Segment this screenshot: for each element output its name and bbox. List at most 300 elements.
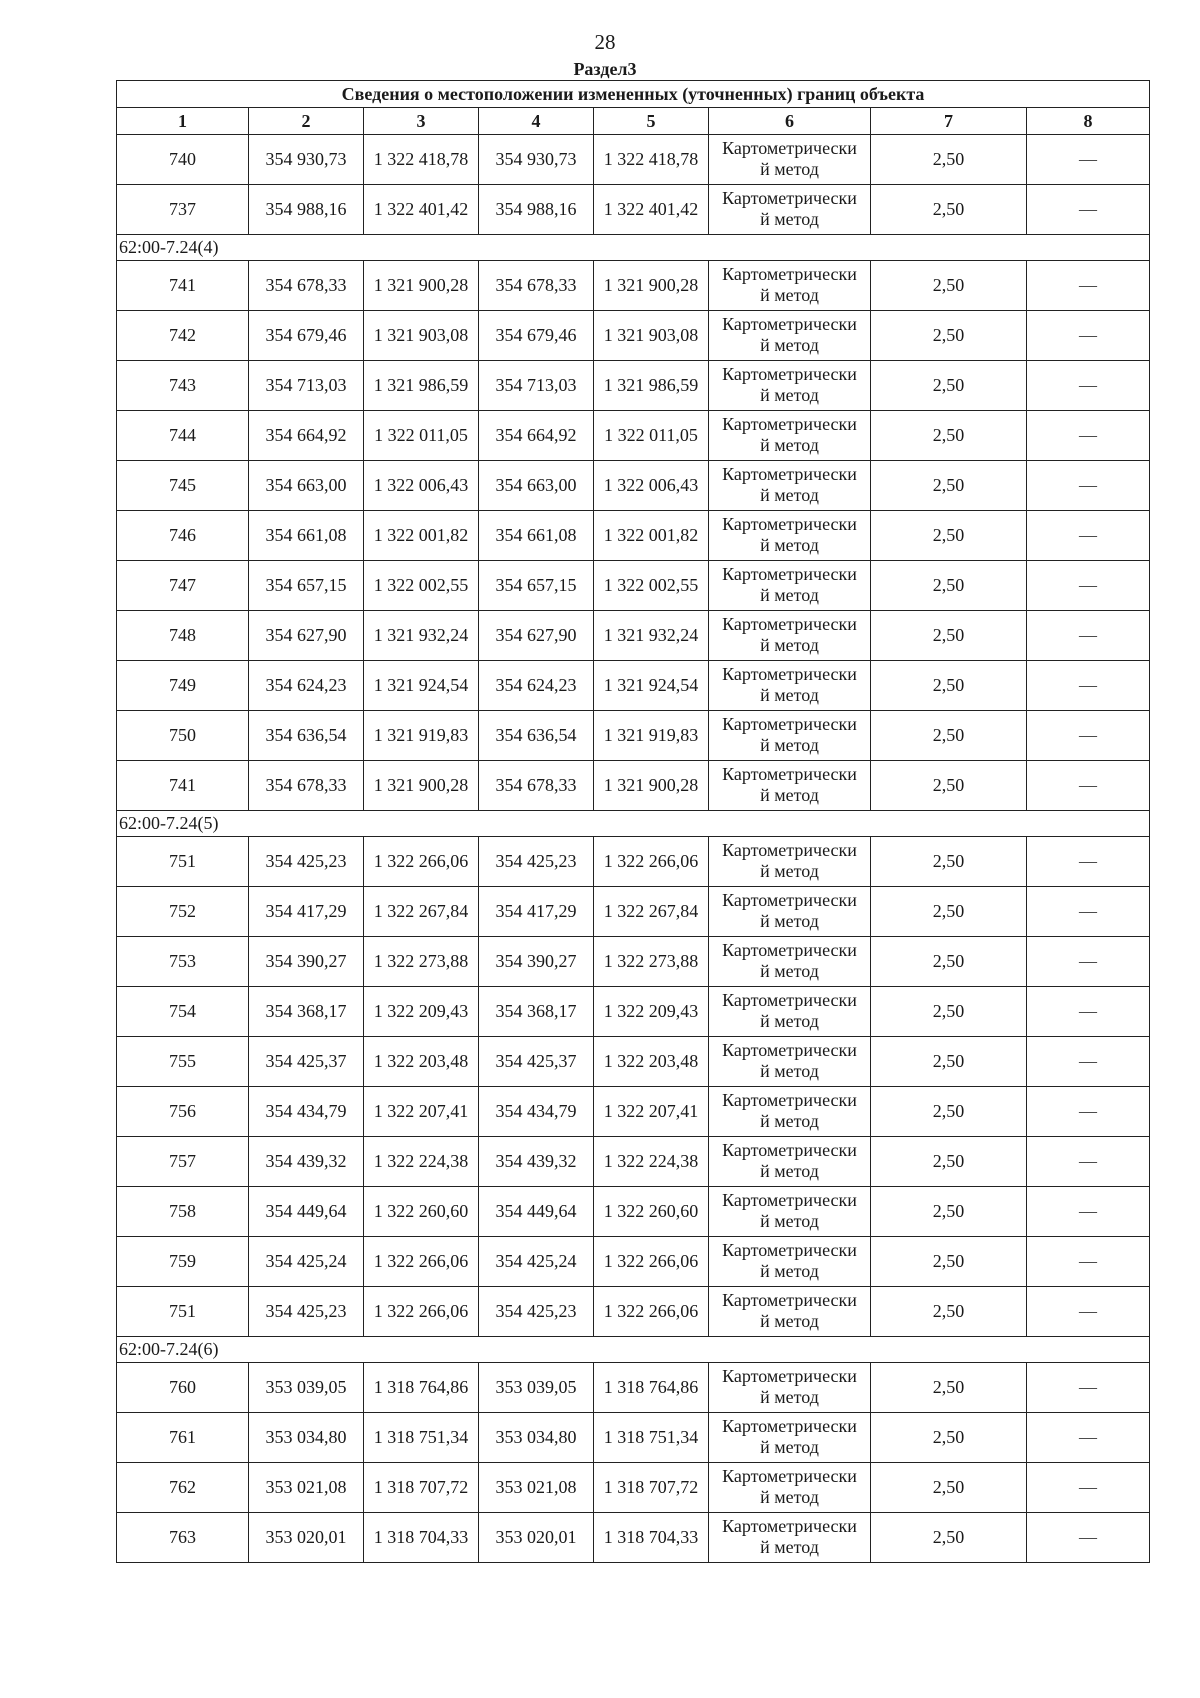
description-cell: — — [1027, 411, 1150, 461]
accuracy-cell: 2,50 — [871, 1187, 1027, 1237]
method-cell — [709, 135, 871, 185]
table-row — [117, 135, 1150, 185]
y-refined-cell: 1 321 900,28 — [594, 761, 709, 811]
method-text-line2: й метод — [760, 208, 819, 229]
x-existing-cell: 354 417,29 — [249, 887, 364, 937]
x-refined-cell: 354 434,79 — [479, 1087, 594, 1137]
method-cell — [709, 311, 871, 361]
table-row — [117, 937, 1150, 987]
y-existing-cell: 1 321 924,54 — [364, 661, 479, 711]
method-text-line2: й метод — [760, 334, 819, 355]
x-existing-cell: 353 021,08 — [249, 1463, 364, 1513]
y-refined-cell: 1 322 203,48 — [594, 1037, 709, 1087]
point-number-cell: 754 — [117, 987, 249, 1037]
accuracy-cell: 2,50 — [871, 511, 1027, 561]
method-cell — [709, 1413, 871, 1463]
x-refined-cell: 354 627,90 — [479, 611, 594, 661]
x-existing-cell: 353 020,01 — [249, 1513, 364, 1563]
contour-label: 62:00-7.24(6) — [117, 1337, 1150, 1363]
y-refined-cell: 1 321 919,83 — [594, 711, 709, 761]
method-cell — [709, 511, 871, 561]
column-header: 4 — [479, 108, 594, 135]
method-cell — [709, 1137, 871, 1187]
method-cell — [709, 837, 871, 887]
x-existing-cell: 354 425,23 — [249, 1287, 364, 1337]
point-number-cell: 762 — [117, 1463, 249, 1513]
description-cell: — — [1027, 1513, 1150, 1563]
method-cell — [709, 937, 871, 987]
method-text-line2: й метод — [760, 684, 819, 705]
y-existing-cell: 1 322 418,78 — [364, 135, 479, 185]
method-text-line1: Картометрически — [722, 1415, 857, 1436]
table-row — [117, 611, 1150, 661]
table-row — [117, 761, 1150, 811]
x-existing-cell: 354 425,24 — [249, 1237, 364, 1287]
accuracy-cell: 2,50 — [871, 185, 1027, 235]
y-refined-cell: 1 322 267,84 — [594, 887, 709, 937]
table-row — [117, 887, 1150, 937]
boundary-coordinates-table — [116, 80, 1150, 1563]
accuracy-cell: 2,50 — [871, 1037, 1027, 1087]
point-number-cell: 748 — [117, 611, 249, 661]
y-refined-cell: 1 322 224,38 — [594, 1137, 709, 1187]
point-number-cell: 759 — [117, 1237, 249, 1287]
method-text-line2: й метод — [760, 1010, 819, 1031]
y-refined-cell: 1 321 986,59 — [594, 361, 709, 411]
y-existing-cell: 1 321 900,28 — [364, 261, 479, 311]
description-cell: — — [1027, 261, 1150, 311]
method-text-line2: й метод — [760, 1260, 819, 1281]
method-text-line1: Картометрически — [722, 613, 857, 634]
table-row — [117, 1413, 1150, 1463]
method-text-line2: й метод — [760, 584, 819, 605]
table-row — [117, 261, 1150, 311]
description-cell: — — [1027, 661, 1150, 711]
method-text-line2: й метод — [760, 784, 819, 805]
description-cell: — — [1027, 887, 1150, 937]
x-refined-cell: 354 425,23 — [479, 1287, 594, 1337]
method-text-line1: Картометрически — [722, 463, 857, 484]
method-text-line2: й метод — [760, 1436, 819, 1457]
table-row — [117, 1363, 1150, 1413]
accuracy-cell: 2,50 — [871, 661, 1027, 711]
method-text-line2: й метод — [760, 384, 819, 405]
accuracy-cell: 2,50 — [871, 135, 1027, 185]
method-cell — [709, 561, 871, 611]
method-text-line2: й метод — [760, 1060, 819, 1081]
method-cell — [709, 661, 871, 711]
point-number-cell: 745 — [117, 461, 249, 511]
method-text-line1: Картометрически — [722, 763, 857, 784]
accuracy-cell: 2,50 — [871, 1237, 1027, 1287]
y-existing-cell: 1 322 273,88 — [364, 937, 479, 987]
column-header: 6 — [709, 108, 871, 135]
table-row — [117, 1137, 1150, 1187]
method-cell — [709, 611, 871, 661]
method-text-line1: Картометрически — [722, 713, 857, 734]
accuracy-cell: 2,50 — [871, 761, 1027, 811]
description-cell: — — [1027, 561, 1150, 611]
point-number-cell: 763 — [117, 1513, 249, 1563]
contour-label: 62:00-7.24(4) — [117, 235, 1150, 261]
y-existing-cell: 1 322 203,48 — [364, 1037, 479, 1087]
accuracy-cell: 2,50 — [871, 937, 1027, 987]
y-existing-cell: 1 318 707,72 — [364, 1463, 479, 1513]
method-text-line2: й метод — [760, 284, 819, 305]
y-existing-cell: 1 322 401,42 — [364, 185, 479, 235]
method-text-line2: й метод — [760, 484, 819, 505]
x-existing-cell: 354 627,90 — [249, 611, 364, 661]
column-header: 7 — [871, 108, 1027, 135]
y-refined-cell: 1 318 704,33 — [594, 1513, 709, 1563]
point-number-cell: 760 — [117, 1363, 249, 1413]
method-text-line2: й метод — [760, 434, 819, 455]
x-refined-cell: 354 930,73 — [479, 135, 594, 185]
method-cell — [709, 1513, 871, 1563]
table-row — [117, 185, 1150, 235]
y-refined-cell: 1 322 011,05 — [594, 411, 709, 461]
description-cell: — — [1027, 611, 1150, 661]
accuracy-cell: 2,50 — [871, 1463, 1027, 1513]
table-row — [117, 411, 1150, 461]
y-refined-cell: 1 322 006,43 — [594, 461, 709, 511]
y-refined-cell: 1 322 418,78 — [594, 135, 709, 185]
y-existing-cell: 1 322 001,82 — [364, 511, 479, 561]
y-existing-cell: 1 322 266,06 — [364, 1237, 479, 1287]
x-refined-cell: 354 636,54 — [479, 711, 594, 761]
y-existing-cell: 1 322 006,43 — [364, 461, 479, 511]
table-row — [117, 1087, 1150, 1137]
x-refined-cell: 354 678,33 — [479, 261, 594, 311]
y-refined-cell: 1 321 932,24 — [594, 611, 709, 661]
x-refined-cell: 354 679,46 — [479, 311, 594, 361]
contour-group-row — [117, 811, 1150, 837]
x-existing-cell: 354 664,92 — [249, 411, 364, 461]
x-refined-cell: 354 678,33 — [479, 761, 594, 811]
method-text-line1: Картометрически — [722, 1289, 857, 1310]
x-existing-cell: 354 678,33 — [249, 261, 364, 311]
y-existing-cell: 1 318 751,34 — [364, 1413, 479, 1463]
table-row — [117, 561, 1150, 611]
method-cell — [709, 887, 871, 937]
method-text-line2: й метод — [760, 1536, 819, 1557]
point-number-cell: 742 — [117, 311, 249, 361]
y-refined-cell: 1 318 764,86 — [594, 1363, 709, 1413]
table-row — [117, 311, 1150, 361]
accuracy-cell: 2,50 — [871, 837, 1027, 887]
method-text-line1: Картометрически — [722, 1189, 857, 1210]
method-cell — [709, 1187, 871, 1237]
method-cell — [709, 185, 871, 235]
contour-group-row — [117, 1337, 1150, 1363]
method-cell — [709, 411, 871, 461]
method-text-line1: Картометрически — [722, 989, 857, 1010]
x-refined-cell: 353 039,05 — [479, 1363, 594, 1413]
x-existing-cell: 354 425,37 — [249, 1037, 364, 1087]
method-text-line2: й метод — [760, 158, 819, 179]
section-title: Раздел3 — [573, 59, 637, 79]
x-existing-cell: 354 661,08 — [249, 511, 364, 561]
description-cell: — — [1027, 1413, 1150, 1463]
x-existing-cell: 354 679,46 — [249, 311, 364, 361]
method-text-line2: й метод — [760, 1160, 819, 1181]
method-cell — [709, 1463, 871, 1513]
method-text-line1: Картометрически — [722, 413, 857, 434]
method-text-line2: й метод — [760, 960, 819, 981]
method-cell — [709, 361, 871, 411]
y-existing-cell: 1 322 224,38 — [364, 1137, 479, 1187]
x-refined-cell: 354 657,15 — [479, 561, 594, 611]
method-cell — [709, 987, 871, 1037]
point-number-cell: 737 — [117, 185, 249, 235]
y-existing-cell: 1 321 986,59 — [364, 361, 479, 411]
x-existing-cell: 354 390,27 — [249, 937, 364, 987]
x-existing-cell: 353 034,80 — [249, 1413, 364, 1463]
x-refined-cell: 354 425,24 — [479, 1237, 594, 1287]
point-number-cell: 755 — [117, 1037, 249, 1087]
table-row — [117, 1237, 1150, 1287]
accuracy-cell: 2,50 — [871, 411, 1027, 461]
description-cell: — — [1027, 711, 1150, 761]
y-refined-cell: 1 321 924,54 — [594, 661, 709, 711]
point-number-cell: 751 — [117, 1287, 249, 1337]
y-refined-cell: 1 318 707,72 — [594, 1463, 709, 1513]
method-text-line2: й метод — [760, 734, 819, 755]
accuracy-cell: 2,50 — [871, 1287, 1027, 1337]
accuracy-cell: 2,50 — [871, 1513, 1027, 1563]
table-row — [117, 1513, 1150, 1563]
y-refined-cell: 1 322 266,06 — [594, 837, 709, 887]
method-text-line2: й метод — [760, 1486, 819, 1507]
y-existing-cell: 1 322 209,43 — [364, 987, 479, 1037]
method-cell — [709, 1087, 871, 1137]
description-cell: — — [1027, 461, 1150, 511]
point-number-cell: 749 — [117, 661, 249, 711]
description-cell: — — [1027, 761, 1150, 811]
table-row — [117, 1187, 1150, 1237]
point-number-cell: 744 — [117, 411, 249, 461]
table-row — [117, 661, 1150, 711]
method-text-line1: Картометрически — [722, 313, 857, 334]
method-cell — [709, 711, 871, 761]
accuracy-cell: 2,50 — [871, 461, 1027, 511]
table-row — [117, 837, 1150, 887]
method-text-line1: Картометрически — [722, 839, 857, 860]
method-text-line1: Картометрически — [722, 263, 857, 284]
page-number: 28 — [594, 30, 616, 54]
y-refined-cell: 1 322 002,55 — [594, 561, 709, 611]
y-refined-cell: 1 321 900,28 — [594, 261, 709, 311]
accuracy-cell: 2,50 — [871, 1087, 1027, 1137]
table-row — [117, 361, 1150, 411]
table-body — [117, 135, 1150, 1563]
table-row — [117, 1037, 1150, 1087]
y-existing-cell: 1 322 011,05 — [364, 411, 479, 461]
table-row — [117, 1287, 1150, 1337]
method-cell — [709, 1237, 871, 1287]
y-refined-cell: 1 322 001,82 — [594, 511, 709, 561]
x-refined-cell: 354 664,92 — [479, 411, 594, 461]
description-cell: — — [1027, 511, 1150, 561]
y-existing-cell: 1 322 002,55 — [364, 561, 479, 611]
x-existing-cell: 354 657,15 — [249, 561, 364, 611]
point-number-cell: 761 — [117, 1413, 249, 1463]
method-text-line1: Картометрически — [722, 663, 857, 684]
accuracy-cell: 2,50 — [871, 611, 1027, 661]
description-cell: — — [1027, 1087, 1150, 1137]
y-refined-cell: 1 322 273,88 — [594, 937, 709, 987]
y-refined-cell: 1 322 209,43 — [594, 987, 709, 1037]
x-existing-cell: 354 449,64 — [249, 1187, 364, 1237]
x-existing-cell: 353 039,05 — [249, 1363, 364, 1413]
method-cell — [709, 261, 871, 311]
column-header: 8 — [1027, 108, 1150, 135]
column-header: 3 — [364, 108, 479, 135]
x-refined-cell: 354 661,08 — [479, 511, 594, 561]
x-existing-cell: 354 663,00 — [249, 461, 364, 511]
method-text-line1: Картометрически — [722, 1039, 857, 1060]
method-text-line1: Картометрически — [722, 1465, 857, 1486]
x-refined-cell: 354 624,23 — [479, 661, 594, 711]
description-cell: — — [1027, 361, 1150, 411]
method-text-line1: Картометрически — [722, 1089, 857, 1110]
x-existing-cell: 354 434,79 — [249, 1087, 364, 1137]
method-text-line1: Картометрически — [722, 939, 857, 960]
point-number-cell: 746 — [117, 511, 249, 561]
accuracy-cell: 2,50 — [871, 1413, 1027, 1463]
table-caption: Сведения о местоположении измененных (уточненных) границ объекта — [117, 81, 1150, 108]
description-cell: — — [1027, 185, 1150, 235]
x-refined-cell: 353 034,80 — [479, 1413, 594, 1463]
description-cell: — — [1027, 1287, 1150, 1337]
point-number-cell: 753 — [117, 937, 249, 987]
method-cell — [709, 1037, 871, 1087]
method-cell — [709, 1287, 871, 1337]
x-refined-cell: 354 425,23 — [479, 837, 594, 887]
method-text-line1: Картометрически — [722, 889, 857, 910]
point-number-cell: 747 — [117, 561, 249, 611]
x-existing-cell: 354 678,33 — [249, 761, 364, 811]
x-existing-cell: 354 930,73 — [249, 135, 364, 185]
accuracy-cell: 2,50 — [871, 887, 1027, 937]
x-refined-cell: 354 663,00 — [479, 461, 594, 511]
x-refined-cell: 354 439,32 — [479, 1137, 594, 1187]
method-text-line1: Картометрически — [722, 187, 857, 208]
column-header-row — [117, 108, 1150, 135]
method-text-line1: Картометрически — [722, 137, 857, 158]
method-text-line2: й метод — [760, 1310, 819, 1331]
description-cell: — — [1027, 1137, 1150, 1187]
point-number-cell: 757 — [117, 1137, 249, 1187]
method-text-line2: й метод — [760, 1210, 819, 1231]
point-number-cell: 750 — [117, 711, 249, 761]
contour-group-row — [117, 235, 1150, 261]
method-text-line2: й метод — [760, 534, 819, 555]
method-cell — [709, 761, 871, 811]
table-row — [117, 511, 1150, 561]
point-number-cell: 758 — [117, 1187, 249, 1237]
x-refined-cell: 354 417,29 — [479, 887, 594, 937]
accuracy-cell: 2,50 — [871, 987, 1027, 1037]
accuracy-cell: 2,50 — [871, 1137, 1027, 1187]
method-text-line2: й метод — [760, 634, 819, 655]
contour-label: 62:00-7.24(5) — [117, 811, 1150, 837]
y-existing-cell: 1 321 903,08 — [364, 311, 479, 361]
x-refined-cell: 354 713,03 — [479, 361, 594, 411]
method-cell — [709, 461, 871, 511]
method-text-line1: Картометрически — [722, 363, 857, 384]
y-existing-cell: 1 321 900,28 — [364, 761, 479, 811]
accuracy-cell: 2,50 — [871, 1363, 1027, 1413]
x-existing-cell: 354 624,23 — [249, 661, 364, 711]
x-refined-cell: 354 425,37 — [479, 1037, 594, 1087]
y-refined-cell: 1 322 266,06 — [594, 1237, 709, 1287]
y-existing-cell: 1 322 207,41 — [364, 1087, 479, 1137]
accuracy-cell: 2,50 — [871, 711, 1027, 761]
method-cell — [709, 1363, 871, 1413]
method-text-line1: Картометрически — [722, 1365, 857, 1386]
y-existing-cell: 1 322 266,06 — [364, 837, 479, 887]
y-existing-cell: 1 321 919,83 — [364, 711, 479, 761]
y-refined-cell: 1 318 751,34 — [594, 1413, 709, 1463]
point-number-cell: 740 — [117, 135, 249, 185]
x-existing-cell: 354 636,54 — [249, 711, 364, 761]
method-text-line2: й метод — [760, 1386, 819, 1407]
y-refined-cell: 1 322 266,06 — [594, 1287, 709, 1337]
x-existing-cell: 354 439,32 — [249, 1137, 364, 1187]
accuracy-cell: 2,50 — [871, 361, 1027, 411]
point-number-cell: 751 — [117, 837, 249, 887]
x-existing-cell: 354 425,23 — [249, 837, 364, 887]
method-text-line1: Картометрически — [722, 563, 857, 584]
accuracy-cell: 2,50 — [871, 261, 1027, 311]
y-refined-cell: 1 322 401,42 — [594, 185, 709, 235]
x-refined-cell: 354 449,64 — [479, 1187, 594, 1237]
description-cell: — — [1027, 837, 1150, 887]
y-existing-cell: 1 318 704,33 — [364, 1513, 479, 1563]
column-header: 2 — [249, 108, 364, 135]
x-refined-cell: 353 020,01 — [479, 1513, 594, 1563]
table-row — [117, 711, 1150, 761]
description-cell: — — [1027, 1463, 1150, 1513]
method-text-line1: Картометрически — [722, 1515, 857, 1536]
method-text-line2: й метод — [760, 860, 819, 881]
point-number-cell: 752 — [117, 887, 249, 937]
table-row — [117, 461, 1150, 511]
description-cell: — — [1027, 1237, 1150, 1287]
column-header: 5 — [594, 108, 709, 135]
method-text-line1: Картометрически — [722, 513, 857, 534]
x-refined-cell: 354 390,27 — [479, 937, 594, 987]
column-header: 1 — [117, 108, 249, 135]
table-row — [117, 987, 1150, 1037]
x-refined-cell: 353 021,08 — [479, 1463, 594, 1513]
accuracy-cell: 2,50 — [871, 561, 1027, 611]
description-cell: — — [1027, 135, 1150, 185]
y-refined-cell: 1 322 207,41 — [594, 1087, 709, 1137]
point-number-cell: 741 — [117, 261, 249, 311]
description-cell: — — [1027, 1037, 1150, 1087]
y-existing-cell: 1 322 267,84 — [364, 887, 479, 937]
description-cell: — — [1027, 937, 1150, 987]
y-existing-cell: 1 322 260,60 — [364, 1187, 479, 1237]
point-number-cell: 756 — [117, 1087, 249, 1137]
description-cell: — — [1027, 1363, 1150, 1413]
accuracy-cell: 2,50 — [871, 311, 1027, 361]
x-existing-cell: 354 713,03 — [249, 361, 364, 411]
method-text-line1: Картометрически — [722, 1239, 857, 1260]
x-refined-cell: 354 988,16 — [479, 185, 594, 235]
